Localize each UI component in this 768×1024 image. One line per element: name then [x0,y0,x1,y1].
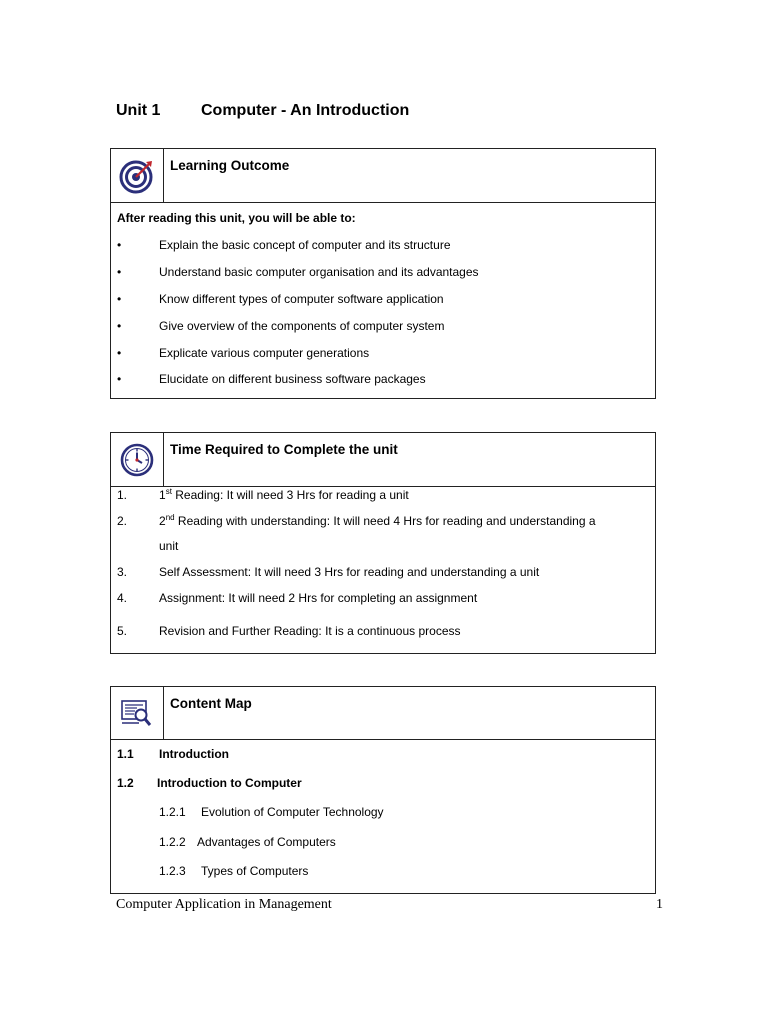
document-search-icon [119,697,155,729]
subsection-title: Types of Computers [201,864,309,878]
time-item-number: 3. [117,565,128,579]
learning-item-text: Explicate various computer generations [159,346,370,360]
content-map-header [111,687,655,740]
time-item-number: 1. [117,488,128,502]
content-map-title: Content Map [170,696,252,711]
bullet: • [117,292,122,306]
bullet: • [117,319,122,333]
section-title: Introduction [159,747,229,761]
learning-item-text: Explain the basic concept of computer and its structure [159,238,451,252]
time-required-icon-cell [111,433,164,486]
time-item-number: 5. [117,624,128,638]
time-item-body: Reading: It will need 3 Hrs for reading a unit [171,488,409,502]
content-map-icon-cell [111,687,164,739]
time-item-text [159,488,409,502]
subsection-number: 1.2.3 [159,864,186,878]
footer-book-title: Computer Application in Management [116,897,332,912]
learning-outcome-icon-cell [111,149,164,202]
time-item-number: 2. [117,514,128,528]
ordinal-suffix: nd [165,513,175,522]
time-required-header [111,433,655,487]
time-item-body: Reading with understanding: It will need 4 Hrs for reading and understanding a [174,514,596,528]
ordinal-number: 1 [159,488,166,502]
learning-outcome-title: Learning Outcome [170,158,290,173]
unit-heading [116,102,409,120]
time-item-continuation: unit [159,539,179,553]
section-number: 1.2 [117,776,134,790]
time-required-title: Time Required to Complete the unit [170,442,398,457]
learning-outcome-header [111,149,655,203]
clock-icon [120,443,154,477]
time-required-box [110,432,656,654]
content-map-box [110,686,656,894]
ordinal-number: 2 [159,514,166,528]
bullet: • [117,372,122,386]
time-item-text: Assignment: It will need 2 Hrs for completing an assignment [159,591,478,605]
bullet: • [117,346,122,360]
learning-outcome-box [110,148,656,399]
time-item-text [159,514,596,528]
section-number: 1.1 [117,747,134,761]
unit-number: Unit 1 [116,102,161,119]
page-number: 1 [656,897,663,912]
unit-title: Computer - An Introduction [201,102,410,119]
time-item-text: Revision and Further Reading: It is a continuous process [159,624,461,638]
ordinal-suffix: st [165,487,172,496]
learning-item-text: Elucidate on different business software packages [159,372,426,386]
subsection-number: 1.2.2 [159,835,186,849]
learning-item-text: Know different types of computer software application [159,292,444,306]
target-icon [119,158,155,194]
time-item-text: Self Assessment: It will need 3 Hrs for reading and understanding a unit [159,565,540,579]
learning-intro: After reading this unit, you will be able to: [117,211,356,225]
subsection-title: Evolution of Computer Technology [201,805,384,819]
subsection-title: Advantages of Computers [197,835,336,849]
subsection-number: 1.2.1 [159,805,186,819]
time-item-number: 4. [117,591,128,605]
section-title: Introduction to Computer [157,776,302,790]
learning-item-text: Understand basic computer organisation and its advantages [159,265,479,279]
learning-item-text: Give overview of the components of computer system [159,319,445,333]
bullet: • [117,265,122,279]
bullet: • [117,238,122,252]
